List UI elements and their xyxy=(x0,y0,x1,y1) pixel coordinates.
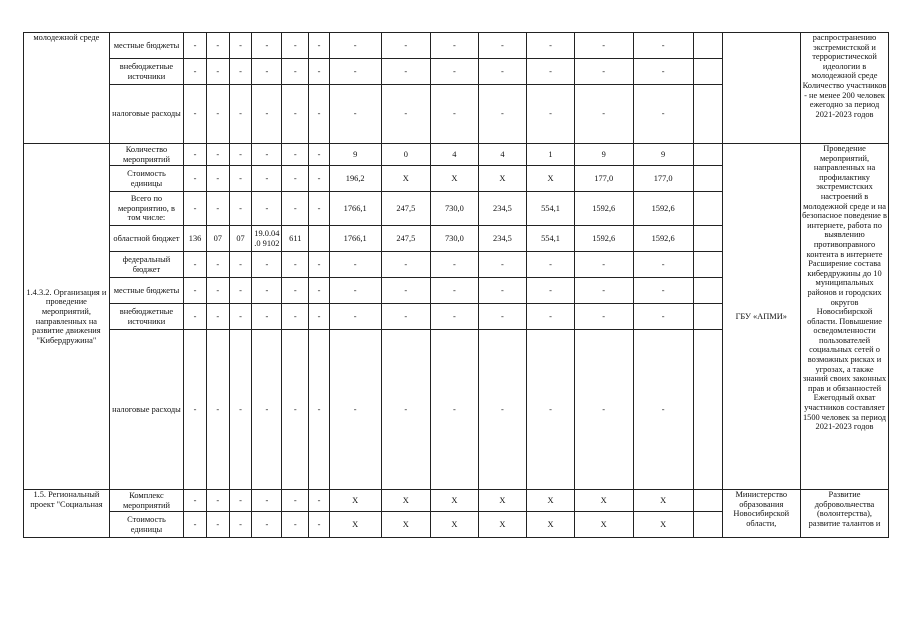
funding-source-label: местные бюджеты xyxy=(109,278,183,304)
funding-source-label: федеральный бюджет xyxy=(109,252,183,278)
table-cell: - xyxy=(184,512,207,538)
table-cell: X xyxy=(574,490,633,512)
table-cell: - xyxy=(229,278,252,304)
table-cell: - xyxy=(184,330,207,490)
table-cell: - xyxy=(184,33,207,59)
table-cell-empty xyxy=(693,59,722,85)
table-cell: - xyxy=(252,33,282,59)
table-cell: - xyxy=(574,252,633,278)
table-cell: - xyxy=(206,59,229,85)
table-cell-empty xyxy=(693,33,722,59)
table-cell: - xyxy=(633,252,693,278)
activity-name-cell: 1.4.3.2. Организация и проведение мероприятий, направленных на развитие движения "Кибердружина" xyxy=(24,144,110,490)
table-cell: - xyxy=(478,304,527,330)
table-cell: X xyxy=(381,166,431,192)
table-cell: 9 xyxy=(633,144,693,166)
table-cell: - xyxy=(431,304,479,330)
executor-cell xyxy=(722,33,801,144)
table-cell: - xyxy=(478,278,527,304)
table-cell: 196,2 xyxy=(329,166,381,192)
table-cell-empty xyxy=(693,330,722,490)
activity-name-cell: молодежной среде xyxy=(24,33,110,144)
table-cell: - xyxy=(431,278,479,304)
table-cell: - xyxy=(309,330,330,490)
table-cell: 234,5 xyxy=(478,226,527,252)
table-cell: - xyxy=(229,59,252,85)
table-cell: 1766,1 xyxy=(329,226,381,252)
table-cell: - xyxy=(309,33,330,59)
table-cell: - xyxy=(527,304,575,330)
table-cell: - xyxy=(252,166,282,192)
table-cell: - xyxy=(206,252,229,278)
table-cell-empty xyxy=(693,304,722,330)
table-cell: 554,1 xyxy=(527,226,575,252)
table-cell: X xyxy=(431,166,479,192)
activity-name-cell: 1.5. Региональный проект "Социальная xyxy=(24,490,110,538)
table-cell-empty xyxy=(693,226,722,252)
table-cell: X xyxy=(478,490,527,512)
table-cell: - xyxy=(252,490,282,512)
table-cell: - xyxy=(574,59,633,85)
funding-source-label: областной бюджет xyxy=(109,226,183,252)
kbk-code-cell: 07 xyxy=(206,226,229,252)
table-cell: - xyxy=(282,490,309,512)
funding-source-label: внебюджетные источники xyxy=(109,59,183,85)
table-cell: - xyxy=(229,85,252,144)
table-cell: 730,0 xyxy=(431,192,479,226)
table-cell: - xyxy=(282,166,309,192)
table-cell: - xyxy=(229,330,252,490)
table-cell: - xyxy=(574,304,633,330)
executor-cell: Министерство образования Новосибирской области, xyxy=(722,490,801,538)
table-row xyxy=(24,144,889,166)
table-cell-empty xyxy=(693,144,722,166)
table-cell: - xyxy=(478,252,527,278)
table-cell: - xyxy=(309,166,330,192)
funding-source-label: налоговые расходы xyxy=(109,330,183,490)
table-cell: - xyxy=(252,278,282,304)
table-cell: X xyxy=(381,512,431,538)
table-cell: X xyxy=(329,490,381,512)
table-cell: - xyxy=(184,490,207,512)
table-cell: - xyxy=(282,192,309,226)
kbk-code-cell: 07 xyxy=(229,226,252,252)
table-cell: 247,5 xyxy=(381,226,431,252)
indicator-label: Комплекс мероприятий xyxy=(109,490,183,512)
table-row xyxy=(24,490,889,512)
table-cell: - xyxy=(229,490,252,512)
table-cell: X xyxy=(431,490,479,512)
kbk-code-cell: 136 xyxy=(184,226,207,252)
table-cell: 177,0 xyxy=(633,166,693,192)
table-cell: - xyxy=(633,85,693,144)
table-cell: 9 xyxy=(329,144,381,166)
table-cell: - xyxy=(329,304,381,330)
table-cell: - xyxy=(184,59,207,85)
executor-cell: ГБУ «АПМИ» xyxy=(722,144,801,490)
program-activities-table xyxy=(23,32,889,538)
table-cell: - xyxy=(381,33,431,59)
table-cell: - xyxy=(252,192,282,226)
indicator-label: Всего по мероприятию, в том числе: xyxy=(109,192,183,226)
table-cell: - xyxy=(381,252,431,278)
table-cell: - xyxy=(309,512,330,538)
table-cell: - xyxy=(478,85,527,144)
table-cell: X xyxy=(633,490,693,512)
table-cell: - xyxy=(282,512,309,538)
table-cell: - xyxy=(206,490,229,512)
table-cell: - xyxy=(527,33,575,59)
table-cell: 177,0 xyxy=(574,166,633,192)
table-cell: - xyxy=(282,304,309,330)
table-cell: X xyxy=(478,512,527,538)
table-cell: - xyxy=(252,59,282,85)
table-cell: - xyxy=(252,330,282,490)
expected-result-cell: Развитие добровольчества (волонтерства), развитие талантов и xyxy=(801,490,889,538)
table-cell: - xyxy=(252,304,282,330)
table-cell: 1766,1 xyxy=(329,192,381,226)
table-cell: X xyxy=(329,512,381,538)
table-cell: - xyxy=(184,192,207,226)
table-cell: - xyxy=(309,144,330,166)
table-cell: - xyxy=(527,85,575,144)
table-cell: - xyxy=(282,278,309,304)
table-cell: - xyxy=(431,330,479,490)
table-cell: - xyxy=(206,330,229,490)
table-cell: - xyxy=(229,304,252,330)
table-cell: 247,5 xyxy=(381,192,431,226)
table-cell: - xyxy=(633,59,693,85)
table-cell: - xyxy=(633,33,693,59)
table-cell: - xyxy=(206,304,229,330)
table-cell: - xyxy=(184,144,207,166)
table-cell xyxy=(309,226,330,252)
table-cell: X xyxy=(574,512,633,538)
table-cell: X xyxy=(527,166,575,192)
table-cell: - xyxy=(329,278,381,304)
table-cell: - xyxy=(229,144,252,166)
table-cell: - xyxy=(431,85,479,144)
table-cell: - xyxy=(431,59,479,85)
table-cell: - xyxy=(633,304,693,330)
table-cell: - xyxy=(381,330,431,490)
table-cell: - xyxy=(252,144,282,166)
table-cell: - xyxy=(381,304,431,330)
indicator-label: Стоимость единицы xyxy=(109,166,183,192)
table-cell: - xyxy=(184,85,207,144)
table-cell: X xyxy=(633,512,693,538)
table-cell-empty xyxy=(693,490,722,512)
table-cell: - xyxy=(309,304,330,330)
table-cell: 9 xyxy=(574,144,633,166)
table-cell: - xyxy=(527,278,575,304)
kbk-code-cell: 611 xyxy=(282,226,309,252)
table-cell-empty xyxy=(693,512,722,538)
table-cell: X xyxy=(527,512,575,538)
funding-source-label: внебюджетные источники xyxy=(109,304,183,330)
table-cell: 1592,6 xyxy=(633,192,693,226)
table-cell: - xyxy=(252,512,282,538)
table-cell: - xyxy=(527,252,575,278)
funding-source-label: налоговые расходы xyxy=(109,85,183,144)
table-cell: - xyxy=(381,85,431,144)
table-cell: - xyxy=(329,252,381,278)
table-cell: - xyxy=(309,278,330,304)
table-cell: - xyxy=(431,252,479,278)
table-cell-empty xyxy=(693,278,722,304)
table-cell: - xyxy=(282,33,309,59)
table-cell: 1 xyxy=(527,144,575,166)
table-cell: - xyxy=(309,490,330,512)
table-cell: - xyxy=(527,330,575,490)
table-cell: - xyxy=(229,512,252,538)
table-cell: 730,0 xyxy=(431,226,479,252)
table-cell: - xyxy=(206,512,229,538)
table-cell: - xyxy=(206,144,229,166)
table-cell: - xyxy=(431,33,479,59)
table-cell: - xyxy=(229,252,252,278)
table-cell: X xyxy=(527,490,575,512)
table-cell: - xyxy=(184,304,207,330)
table-cell: - xyxy=(229,33,252,59)
table-cell: - xyxy=(184,252,207,278)
table-cell: - xyxy=(478,59,527,85)
table-cell: - xyxy=(229,166,252,192)
table-cell-empty xyxy=(693,166,722,192)
table-cell: - xyxy=(184,166,207,192)
table-cell: - xyxy=(633,278,693,304)
table-cell: - xyxy=(574,278,633,304)
table-cell: 554,1 xyxy=(527,192,575,226)
expected-result-cell: распространению экстремистской и террористической идеологии в молодежной среде Количество участников - не менее 200 человек ежегодно за период 2021-2023 годов xyxy=(801,33,889,144)
table-cell: - xyxy=(574,330,633,490)
table-cell: - xyxy=(282,330,309,490)
table-cell-empty xyxy=(693,192,722,226)
table-cell: 1592,6 xyxy=(574,226,633,252)
table-cell: - xyxy=(309,192,330,226)
table-cell: - xyxy=(282,59,309,85)
table-cell-empty xyxy=(693,85,722,144)
table-cell: - xyxy=(329,59,381,85)
table-cell: - xyxy=(206,85,229,144)
table-cell: - xyxy=(252,252,282,278)
table-cell: - xyxy=(478,330,527,490)
table-cell: 1592,6 xyxy=(574,192,633,226)
expected-result-cell: Проведение мероприятий, направленных на профилактику экстремистских настроений в молодежной среде и на безопасное поведение в интернете, работа по выявлению противоправного контента в интернете Расширение состава кибердружины до 10 муниципальных районов и городских округов Новосибирской области. Повышение осведомленности пользователей социальных сетей о возможных рисках и угрозах, а также знаний своих законных прав и обязанностей Ежегодный охват участников составляет 1500 человек за период 2021-2023 годов xyxy=(801,144,889,490)
table-cell: X xyxy=(478,166,527,192)
table-cell: - xyxy=(329,85,381,144)
table-cell: 234,5 xyxy=(478,192,527,226)
table-cell: - xyxy=(574,33,633,59)
indicator-label: Количество мероприятий xyxy=(109,144,183,166)
table-cell: - xyxy=(527,59,575,85)
table-cell: X xyxy=(431,512,479,538)
table-cell: X xyxy=(381,490,431,512)
table-cell: - xyxy=(309,252,330,278)
table-cell: - xyxy=(309,85,330,144)
kbk-code-cell: 19.0.04.0 9102 xyxy=(252,226,282,252)
table-cell: - xyxy=(206,33,229,59)
table-cell: - xyxy=(329,330,381,490)
table-cell-empty xyxy=(693,252,722,278)
table-cell: - xyxy=(184,278,207,304)
table-cell: - xyxy=(252,85,282,144)
table-cell: - xyxy=(381,59,431,85)
table-cell: - xyxy=(282,85,309,144)
funding-source-label: местные бюджеты xyxy=(109,33,183,59)
table-cell: - xyxy=(633,330,693,490)
table-cell: 1592,6 xyxy=(633,226,693,252)
table-cell: - xyxy=(206,278,229,304)
table-cell: 4 xyxy=(478,144,527,166)
table-cell: 4 xyxy=(431,144,479,166)
table-cell: - xyxy=(574,85,633,144)
table-cell: - xyxy=(478,33,527,59)
table-cell: - xyxy=(329,33,381,59)
indicator-label: Стоимость единицы xyxy=(109,512,183,538)
table-cell: - xyxy=(282,144,309,166)
table-cell: - xyxy=(309,59,330,85)
table-row xyxy=(24,33,889,59)
table-cell: - xyxy=(282,252,309,278)
table-cell: - xyxy=(229,192,252,226)
table-cell: 0 xyxy=(381,144,431,166)
table-cell: - xyxy=(206,192,229,226)
table-cell: - xyxy=(381,278,431,304)
table-cell: - xyxy=(206,166,229,192)
